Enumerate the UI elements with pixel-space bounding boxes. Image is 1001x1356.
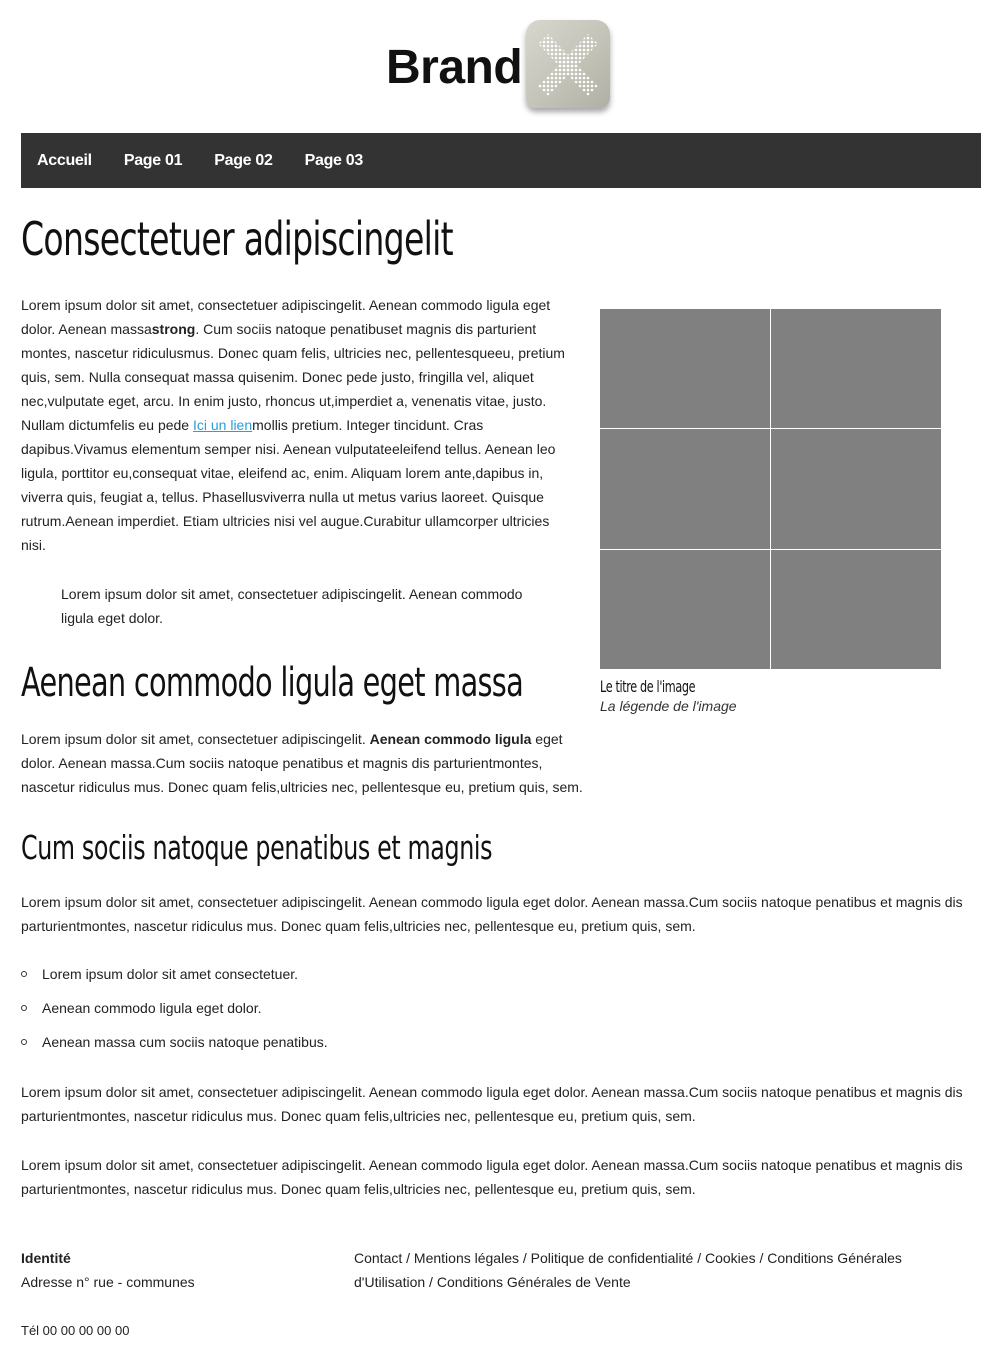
footer-separator: / xyxy=(518,1250,531,1266)
footer-link-cookies[interactable]: Cookies xyxy=(705,1250,756,1266)
footer-link-contact[interactable]: Contact xyxy=(354,1250,403,1266)
section-2-text-1: Lorem ipsum dolor sit amet, consectetuer adipiscingelit. xyxy=(21,731,370,747)
section-3-paragraph-3: Lorem ipsum dolor sit amet, consectetuer adipiscingelit. Aenean commodo ligula eget dolor. Aenean massa.Cum sociis natoque penatibus et magnis dis parturientmontes, nascetur ridiculus mus. Donec quam felis,ultricies nec, pellentesque eu, pretium quis, sem. xyxy=(21,1157,963,1197)
page-title: Consectetuer adipiscingelit xyxy=(21,212,453,266)
image-figure xyxy=(600,309,940,714)
footer-separator: / xyxy=(693,1250,705,1266)
section-3-title: Cum sociis natoque penatibus et magnis xyxy=(21,828,493,867)
intro-text-3: mollis pretium. Integer tincidunt. Cras dapibus.Vivamus elementum semper nisi. Aenean vulputateeleifend tellus. Aenean leo ligula, porttitor eu,consequat vitae, eleifend ac, enim. Aliquam lorem ante,dapibus in, viverra quis, feugiat a, tellus. Phasellusviverra nulla ut metus varius laoreet. Quisque rutrum.Aenean imperdiet. Etiam ultricies nisi vel augue.Curabitur ullamcorper ultricies nisi. xyxy=(21,417,556,553)
list-item: Aenean massa cum sociis natoque penatibus. xyxy=(21,1030,328,1064)
section-2-text-2: eget dolor. Aenean massa.Cum sociis natoque penatibus et magnis dis parturientmontes, nascetur ridiculus mus. Donec quam felis,ultricies nec, pellentesque eu, pretium quis, sem. xyxy=(21,731,583,795)
bullet-list xyxy=(21,962,328,1064)
site-header xyxy=(0,0,1001,133)
footer-separator: / xyxy=(425,1274,437,1290)
footer-separator: / xyxy=(755,1250,768,1266)
image-tile xyxy=(600,550,770,669)
image-tile xyxy=(771,550,941,669)
footer-identity-block xyxy=(21,1246,195,1294)
intro-strong: strong xyxy=(151,321,196,337)
inline-link[interactable]: Ici un lien xyxy=(192,417,253,433)
footer-link-confidentialite[interactable]: Politique de confidentialité xyxy=(530,1250,694,1266)
list-item: Aenean commodo ligula eget dolor. xyxy=(21,996,328,1030)
intro-text-2: . Cum sociis natoque penatibuset magnis dis parturient montes, nascetur ridiculusmus. Donec quam felis, ultricies nec, pellentesqueeu, pretium quis, sem. Nulla consequat massa quisenim. Donec pede justo, fringilla vel, aliquet nec,vulputate eget, arcu. In enim justo, rhoncus ut,imperdiet a, venenatis vitae, justo. Nullam dictumfelis eu pede xyxy=(21,321,565,433)
footer-link-mentions-legales[interactable]: Mentions légales xyxy=(413,1250,519,1266)
main-nav xyxy=(21,133,981,188)
image-tile xyxy=(771,309,941,428)
footer-link-cgu[interactable]: Conditions Générales d'Utilisation xyxy=(354,1250,902,1290)
section-2-title: Aenean commodo ligula eget massa xyxy=(21,660,524,706)
footer-phone: Tél 00 00 00 00 00 xyxy=(21,1323,130,1338)
brand-x-logo-icon[interactable] xyxy=(526,20,610,108)
footer-identity: Identité xyxy=(21,1250,71,1266)
brand-x-glyph xyxy=(526,20,610,108)
nav-item-page-01[interactable]: Page 01 xyxy=(123,151,183,169)
image-placeholder xyxy=(600,309,940,667)
image-title: Le titre de l'image xyxy=(600,677,696,696)
brand-name[interactable]: Brand xyxy=(386,41,523,94)
nav-item-accueil[interactable]: Accueil xyxy=(37,151,92,169)
footer-links xyxy=(354,1246,954,1294)
nav-item-page-03[interactable]: Page 03 xyxy=(304,151,363,169)
image-tile xyxy=(771,429,941,549)
image-caption: La légende de l'image xyxy=(600,698,737,714)
section-2-strong: Aenean commodo ligula xyxy=(369,731,532,747)
section-2-paragraph xyxy=(21,727,596,799)
image-tile xyxy=(600,309,770,428)
image-tile xyxy=(600,429,770,549)
list-item: Lorem ipsum dolor sit amet consectetuer. xyxy=(21,962,328,996)
intro-paragraph xyxy=(21,293,569,557)
footer-link-cgv[interactable]: Conditions Générales de Vente xyxy=(436,1274,631,1290)
intro-text-1: Lorem ipsum dolor sit amet, consectetuer adipiscingelit. Aenean commodo ligula eget dolor. Aenean massa xyxy=(21,297,551,337)
section-3-paragraph-1: Lorem ipsum dolor sit amet, consectetuer adipiscingelit. Aenean commodo ligula eget dolor. Aenean massa.Cum sociis natoque penatibus et magnis dis parturientmontes, nascetur ridiculus mus. Donec quam felis,ultricies nec, pellentesque eu, pretium quis, sem. xyxy=(21,894,963,934)
section-3-paragraph-2: Lorem ipsum dolor sit amet, consectetuer adipiscingelit. Aenean commodo ligula eget dolor. Aenean massa.Cum sociis natoque penatibus et magnis dis parturientmontes, nascetur ridiculus mus. Donec quam felis,ultricies nec, pellentesque eu, pretium quis, sem. xyxy=(21,1084,963,1124)
blockquote: Lorem ipsum dolor sit amet, consectetuer adipiscingelit. Aenean commodo ligula eget dolor. xyxy=(61,586,523,626)
footer-address: Adresse n° rue - communes xyxy=(21,1274,195,1290)
footer-separator: / xyxy=(402,1250,414,1266)
nav-item-page-02[interactable]: Page 02 xyxy=(214,151,273,169)
